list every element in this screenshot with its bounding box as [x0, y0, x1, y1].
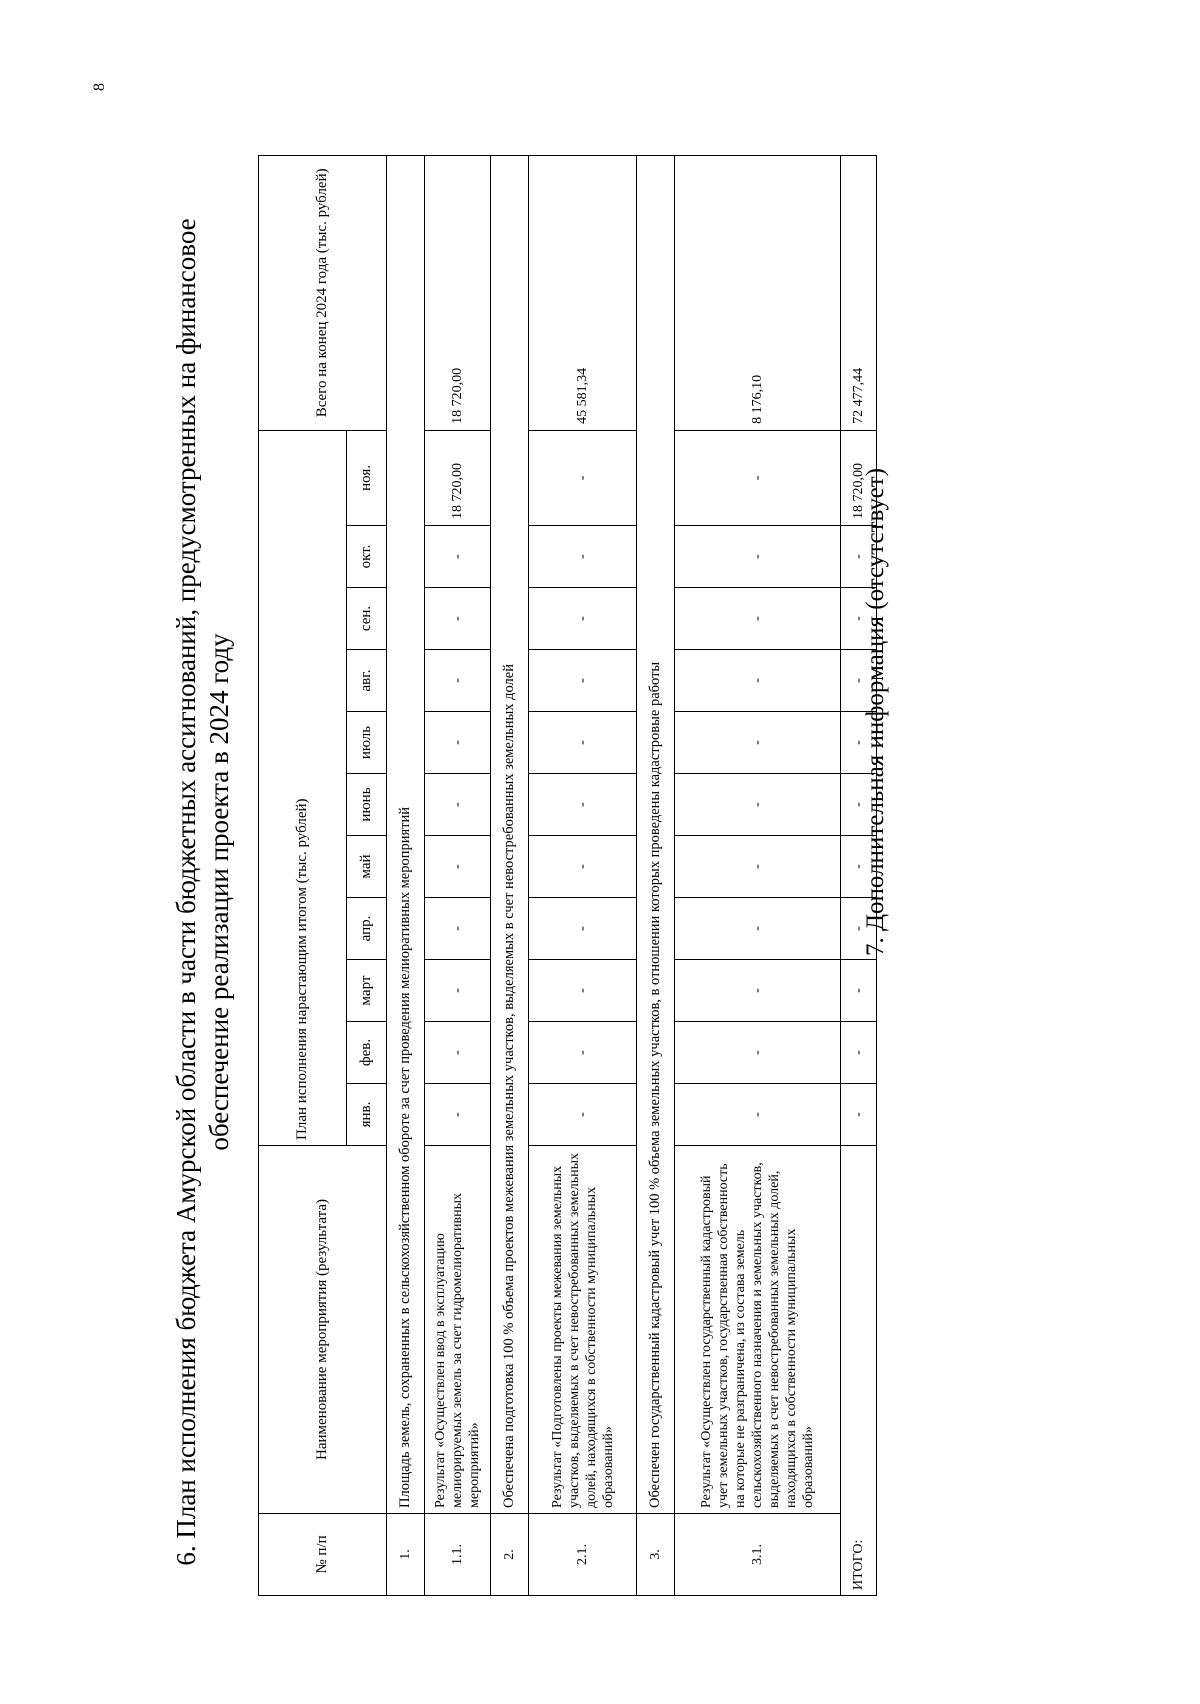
month-value: - — [529, 1084, 637, 1146]
col-plan-header: План исполнения нарастающим итогом (тыс. рублей) — [259, 430, 347, 1145]
month-value: - — [425, 1084, 491, 1146]
month-value: - — [529, 836, 637, 898]
month-header: март — [347, 960, 387, 1022]
total-label: ИТОГО: — [841, 1146, 877, 1596]
additional-info-heading: 7. Дополнительная информация (отсутствует) — [862, 468, 889, 957]
row-number: 2. — [491, 1514, 529, 1596]
row-number: 2.1. — [529, 1514, 637, 1596]
month-value: - — [529, 650, 637, 712]
total-month-value: - — [841, 650, 877, 712]
row-number: 3. — [637, 1514, 675, 1596]
total-month-value: - — [841, 960, 877, 1022]
month-value: 18 720,00 — [425, 430, 491, 525]
month-header: сен. — [347, 588, 387, 650]
result-row — [675, 155, 841, 1595]
row-number: 1. — [387, 1514, 425, 1596]
total-month-value: 18 720,00 — [841, 430, 877, 525]
month-value: - — [529, 960, 637, 1022]
row-number: 3.1. — [675, 1514, 841, 1596]
grand-total: 72 477,44 — [841, 155, 877, 430]
section-title: Обеспечен государственный кадастровый учет 100 % объема земельных участков, в отношении которых проведены кадастровые работы — [637, 155, 675, 1513]
page-number: 8 — [91, 83, 108, 91]
month-value: - — [425, 526, 491, 588]
month-header: окт. — [347, 526, 387, 588]
month-value: - — [425, 960, 491, 1022]
month-value: - — [675, 712, 841, 774]
result-row — [529, 155, 637, 1595]
total-month-value: - — [841, 774, 877, 836]
month-header: апр. — [347, 898, 387, 960]
section-row — [637, 155, 675, 1595]
section-title: Обеспечена подготовка 100 % объема проектов межевания земельных участков, выделяемых в счет невостребованных земельных долей — [491, 155, 529, 1513]
row-total: 18 720,00 — [425, 155, 491, 430]
month-header: фев. — [347, 1022, 387, 1084]
month-value: - — [529, 588, 637, 650]
month-value: - — [675, 526, 841, 588]
month-value: - — [675, 430, 841, 525]
document-title: 6. План исполнения бюджета Амурской области в части бюджетных ассигнований, предусмотренных на финансовое обеспечение реализации проекта в 2024 году — [171, 218, 234, 1566]
month-value: - — [675, 1022, 841, 1084]
month-value: - — [675, 1084, 841, 1146]
month-value: - — [425, 650, 491, 712]
month-value: - — [529, 774, 637, 836]
section-row — [387, 155, 425, 1595]
month-value: - — [425, 1022, 491, 1084]
month-value: - — [425, 836, 491, 898]
month-header: ноя. — [347, 430, 387, 525]
month-value: - — [425, 898, 491, 960]
month-value: - — [675, 836, 841, 898]
total-month-value: - — [841, 526, 877, 588]
section-title: Площадь земель, сохраненных в сельскохозяйственном обороте за счет проведения мелиоративных мероприятий — [387, 155, 425, 1513]
total-month-value: - — [841, 712, 877, 774]
result-name: Результат «Подготовлены проекты межевания земельных участков, выделяемых в счет невостребованных земельных долей, находящихся в собственности муниципальных образований» — [529, 1146, 637, 1514]
month-header: май — [347, 836, 387, 898]
month-value: - — [425, 712, 491, 774]
section-row — [491, 155, 529, 1595]
month-value: - — [529, 898, 637, 960]
month-value: - — [529, 430, 637, 525]
table-header-row — [259, 155, 347, 1595]
total-month-value: - — [841, 588, 877, 650]
month-value: - — [529, 1022, 637, 1084]
col-total-header: Всего на конец 2024 года (тыс. рублей) — [259, 155, 387, 430]
col-num-header: № п/п — [259, 1514, 387, 1596]
result-row — [425, 155, 491, 1595]
month-value: - — [425, 588, 491, 650]
month-value: - — [675, 588, 841, 650]
month-value: - — [675, 898, 841, 960]
col-name-header: Наименование мероприятия (результата) — [259, 1146, 387, 1514]
budget-plan-table — [258, 155, 877, 1596]
result-name: Результат «Осуществлен государственный кадастровый учет земельных участков, государственная собственность на которые не разграничена, из состава земель сельскохозяйственного назначения и земельных участков, выделяемых в счет невостребованных земельных долей, находящихся в собственности муниципальных образований» — [675, 1146, 841, 1514]
total-month-value: - — [841, 1022, 877, 1084]
month-header: янв. — [347, 1084, 387, 1146]
total-month-value: - — [841, 836, 877, 898]
month-header: июнь — [347, 774, 387, 836]
row-total: 8 176,10 — [675, 155, 841, 430]
rotated-content — [170, 142, 1000, 1642]
month-value: - — [529, 712, 637, 774]
total-month-value: - — [841, 1084, 877, 1146]
month-header: июль — [347, 712, 387, 774]
total-month-value: - — [841, 898, 877, 960]
month-value: - — [425, 774, 491, 836]
month-value: - — [529, 526, 637, 588]
result-name: Результат «Осуществлен ввод в эксплуатацию мелиорируемых земель за счет гидромелиоративных мероприятий» — [425, 1146, 491, 1514]
month-value: - — [675, 774, 841, 836]
row-number: 1.1. — [425, 1514, 491, 1596]
month-value: - — [675, 960, 841, 1022]
month-value: - — [675, 650, 841, 712]
row-total: 45 581,34 — [529, 155, 637, 430]
month-header: авг. — [347, 650, 387, 712]
